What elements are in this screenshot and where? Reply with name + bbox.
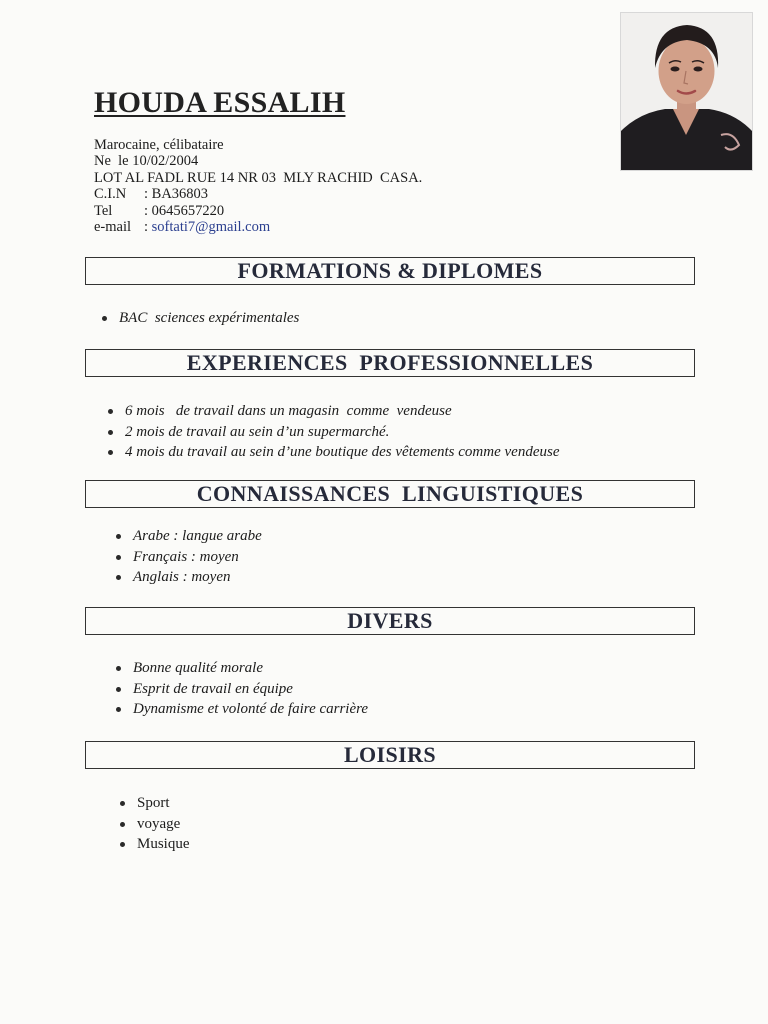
- tel-row: [94, 203, 422, 219]
- list-item: Français : moyen: [113, 547, 262, 568]
- email-row: [94, 219, 422, 235]
- list-item: Dynamisme et volonté de faire carrière: [113, 699, 368, 720]
- list-item: 4 mois du travail au sein d’une boutique des vêtements comme vendeuse: [105, 442, 559, 463]
- section-loisirs: [85, 741, 695, 769]
- list-item: Anglais : moyen: [113, 567, 262, 588]
- list-item: BAC sciences expérimentales: [99, 308, 299, 329]
- langues-heading: CONNAISSANCES LINGUISTIQUES: [196, 481, 584, 506]
- section-divers: [85, 607, 695, 635]
- candidate-name: HOUDA ESSALIH: [94, 86, 346, 119]
- email-link[interactable]: softati7@gmail.com: [151, 219, 271, 236]
- tel-label: Tel: [94, 202, 113, 219]
- section-langues: [85, 480, 695, 508]
- experiences-heading: EXPERIENCES PROFESSIONNELLES: [186, 350, 594, 375]
- nationality-status: Marocaine, célibataire: [94, 137, 224, 153]
- list-item: Arabe : langue arabe: [113, 526, 262, 547]
- divers-heading: DIVERS: [347, 608, 433, 633]
- personal-info: [94, 137, 422, 235]
- list-item: voyage: [117, 814, 190, 835]
- list-item: Esprit de travail en équipe: [113, 679, 368, 700]
- list-item: 2 mois de travail au sein d’un supermarché.: [105, 422, 559, 443]
- divers-list: [113, 658, 368, 720]
- experiences-list: [105, 401, 559, 463]
- formations-heading: FORMATIONS & DIPLOMES: [237, 258, 543, 283]
- email-label: e-mail: [94, 219, 132, 236]
- tel-value: : 0645657220: [144, 202, 225, 219]
- cin-label: C.I.N: [94, 186, 127, 203]
- langues-list: [113, 526, 262, 588]
- list-item: Musique: [117, 834, 190, 855]
- portrait-photo-icon: [621, 13, 752, 170]
- section-formations: [85, 257, 695, 285]
- formations-list: [99, 308, 299, 329]
- list-item: 6 mois de travail dans un magasin comme vendeuse: [105, 401, 559, 422]
- section-experiences: [85, 349, 695, 377]
- profile-photo: [620, 12, 753, 171]
- cin-value: : BA36803: [144, 186, 209, 203]
- list-item: Sport: [117, 793, 190, 814]
- address: LOT AL FADL RUE 14 NR 03 MLY RACHID CASA.: [94, 169, 423, 186]
- email-separator: :: [144, 219, 152, 236]
- cin-row: [94, 186, 422, 202]
- loisirs-list: [117, 793, 190, 855]
- list-item: Bonne qualité morale: [113, 658, 368, 679]
- loisirs-heading: LOISIRS: [343, 742, 437, 767]
- birth-date: Ne le 10/02/2004: [94, 153, 199, 170]
